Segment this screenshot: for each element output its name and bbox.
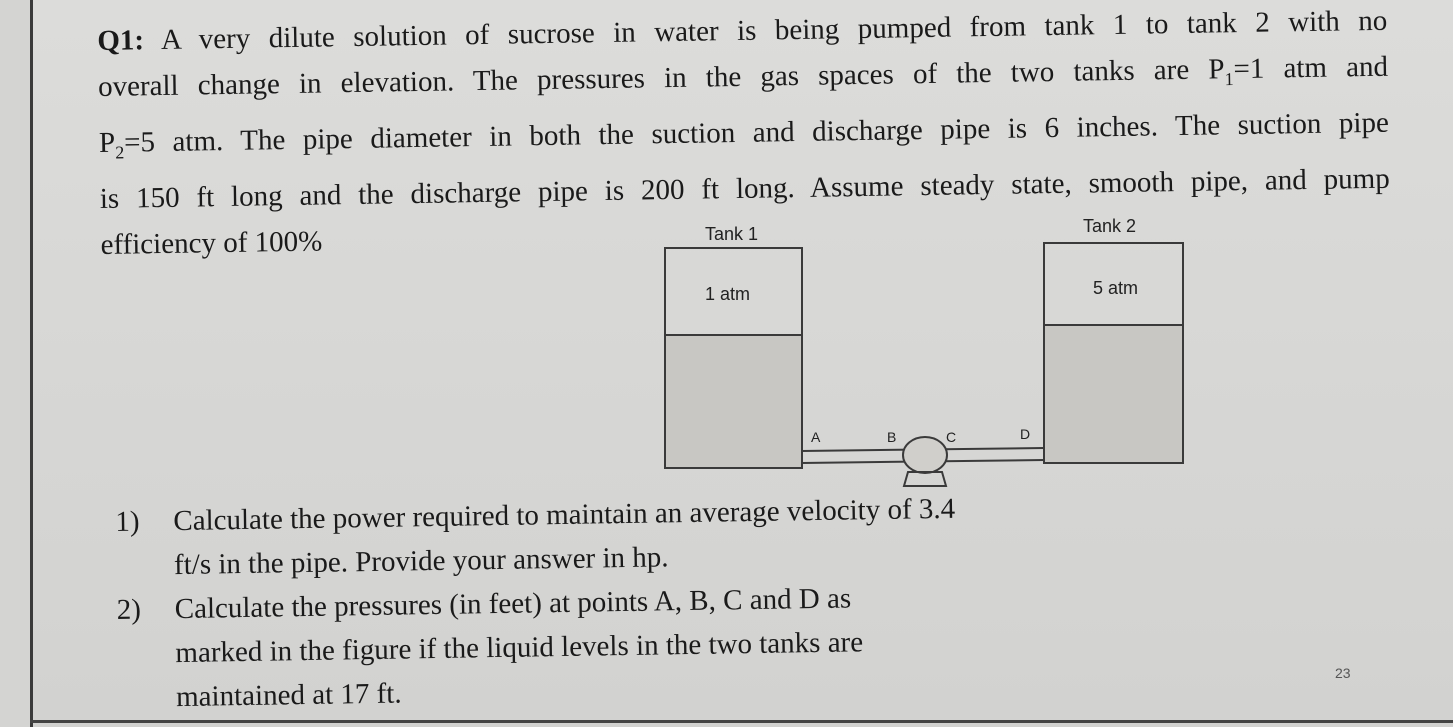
- task-list: [115, 485, 1078, 720]
- p2-symbol: P: [98, 126, 116, 159]
- task-line: maintained at 17 ft.: [175, 677, 402, 714]
- task-line: ft/s in the pipe. Provide your answer in hp.: [173, 541, 669, 582]
- point-a-label: A: [811, 429, 821, 445]
- task-line: marked in the figure if the liquid levels in the two tanks are: [175, 626, 864, 670]
- question-line-5-text: efficiency of 100%: [100, 225, 323, 261]
- point-b-label: B: [887, 429, 897, 445]
- tank-diagram-svg: [650, 210, 1210, 500]
- tank-diagram: [650, 210, 1210, 500]
- tank1-pressure-label: 1 atm: [705, 284, 751, 304]
- p2-value: =5: [123, 125, 173, 159]
- p1-subscript: 1: [1224, 68, 1234, 90]
- pump-base-icon: [904, 472, 946, 486]
- page-number: 23: [1335, 665, 1351, 681]
- question-line-3-text: atm. The pipe diameter in both the suction and discharge pipe is 6 inches. The suction pipe: [172, 106, 1390, 158]
- task-line: Calculate the pressures (in feet) at points A, B, C and D as: [174, 582, 852, 626]
- tank2-pressure-label: 5 atm: [1093, 278, 1139, 298]
- point-c-label: C: [946, 429, 957, 445]
- tank2-liquid: [1045, 325, 1183, 463]
- tank1-liquid: [666, 335, 802, 468]
- tank2-label: Tank 2: [1083, 216, 1137, 236]
- task-body: [173, 485, 1076, 587]
- p1-value: =1 atm and: [1233, 50, 1389, 86]
- question-label: Q1:: [97, 24, 145, 57]
- task-number: 1): [115, 505, 140, 538]
- pump-icon: [903, 437, 947, 473]
- task-line: Calculate the power required to maintain an average velocity of 3.4: [173, 492, 956, 538]
- tank1-label: Tank 1: [705, 224, 759, 244]
- point-d-label: D: [1020, 426, 1031, 442]
- question-line-4-text: is 150 ft long and the discharge pipe is 200 ft long. Assume steady state, smooth pipe, and pump: [99, 162, 1390, 215]
- p2-subscript: 2: [115, 142, 125, 163]
- question-line-2-text: overall change in elevation. The pressures in the gas spaces of the two tanks are P: [97, 53, 1225, 103]
- task-item-1: [115, 485, 1076, 588]
- task-number: 2): [116, 593, 142, 626]
- bottom-border-line: [30, 720, 1453, 723]
- question-line-1-text: A very dilute solution of sucrose in water is being pumped from tank 1 to tank 2 with no: [160, 4, 1388, 56]
- task-item-2: [116, 573, 1078, 720]
- task-body: [174, 573, 1078, 719]
